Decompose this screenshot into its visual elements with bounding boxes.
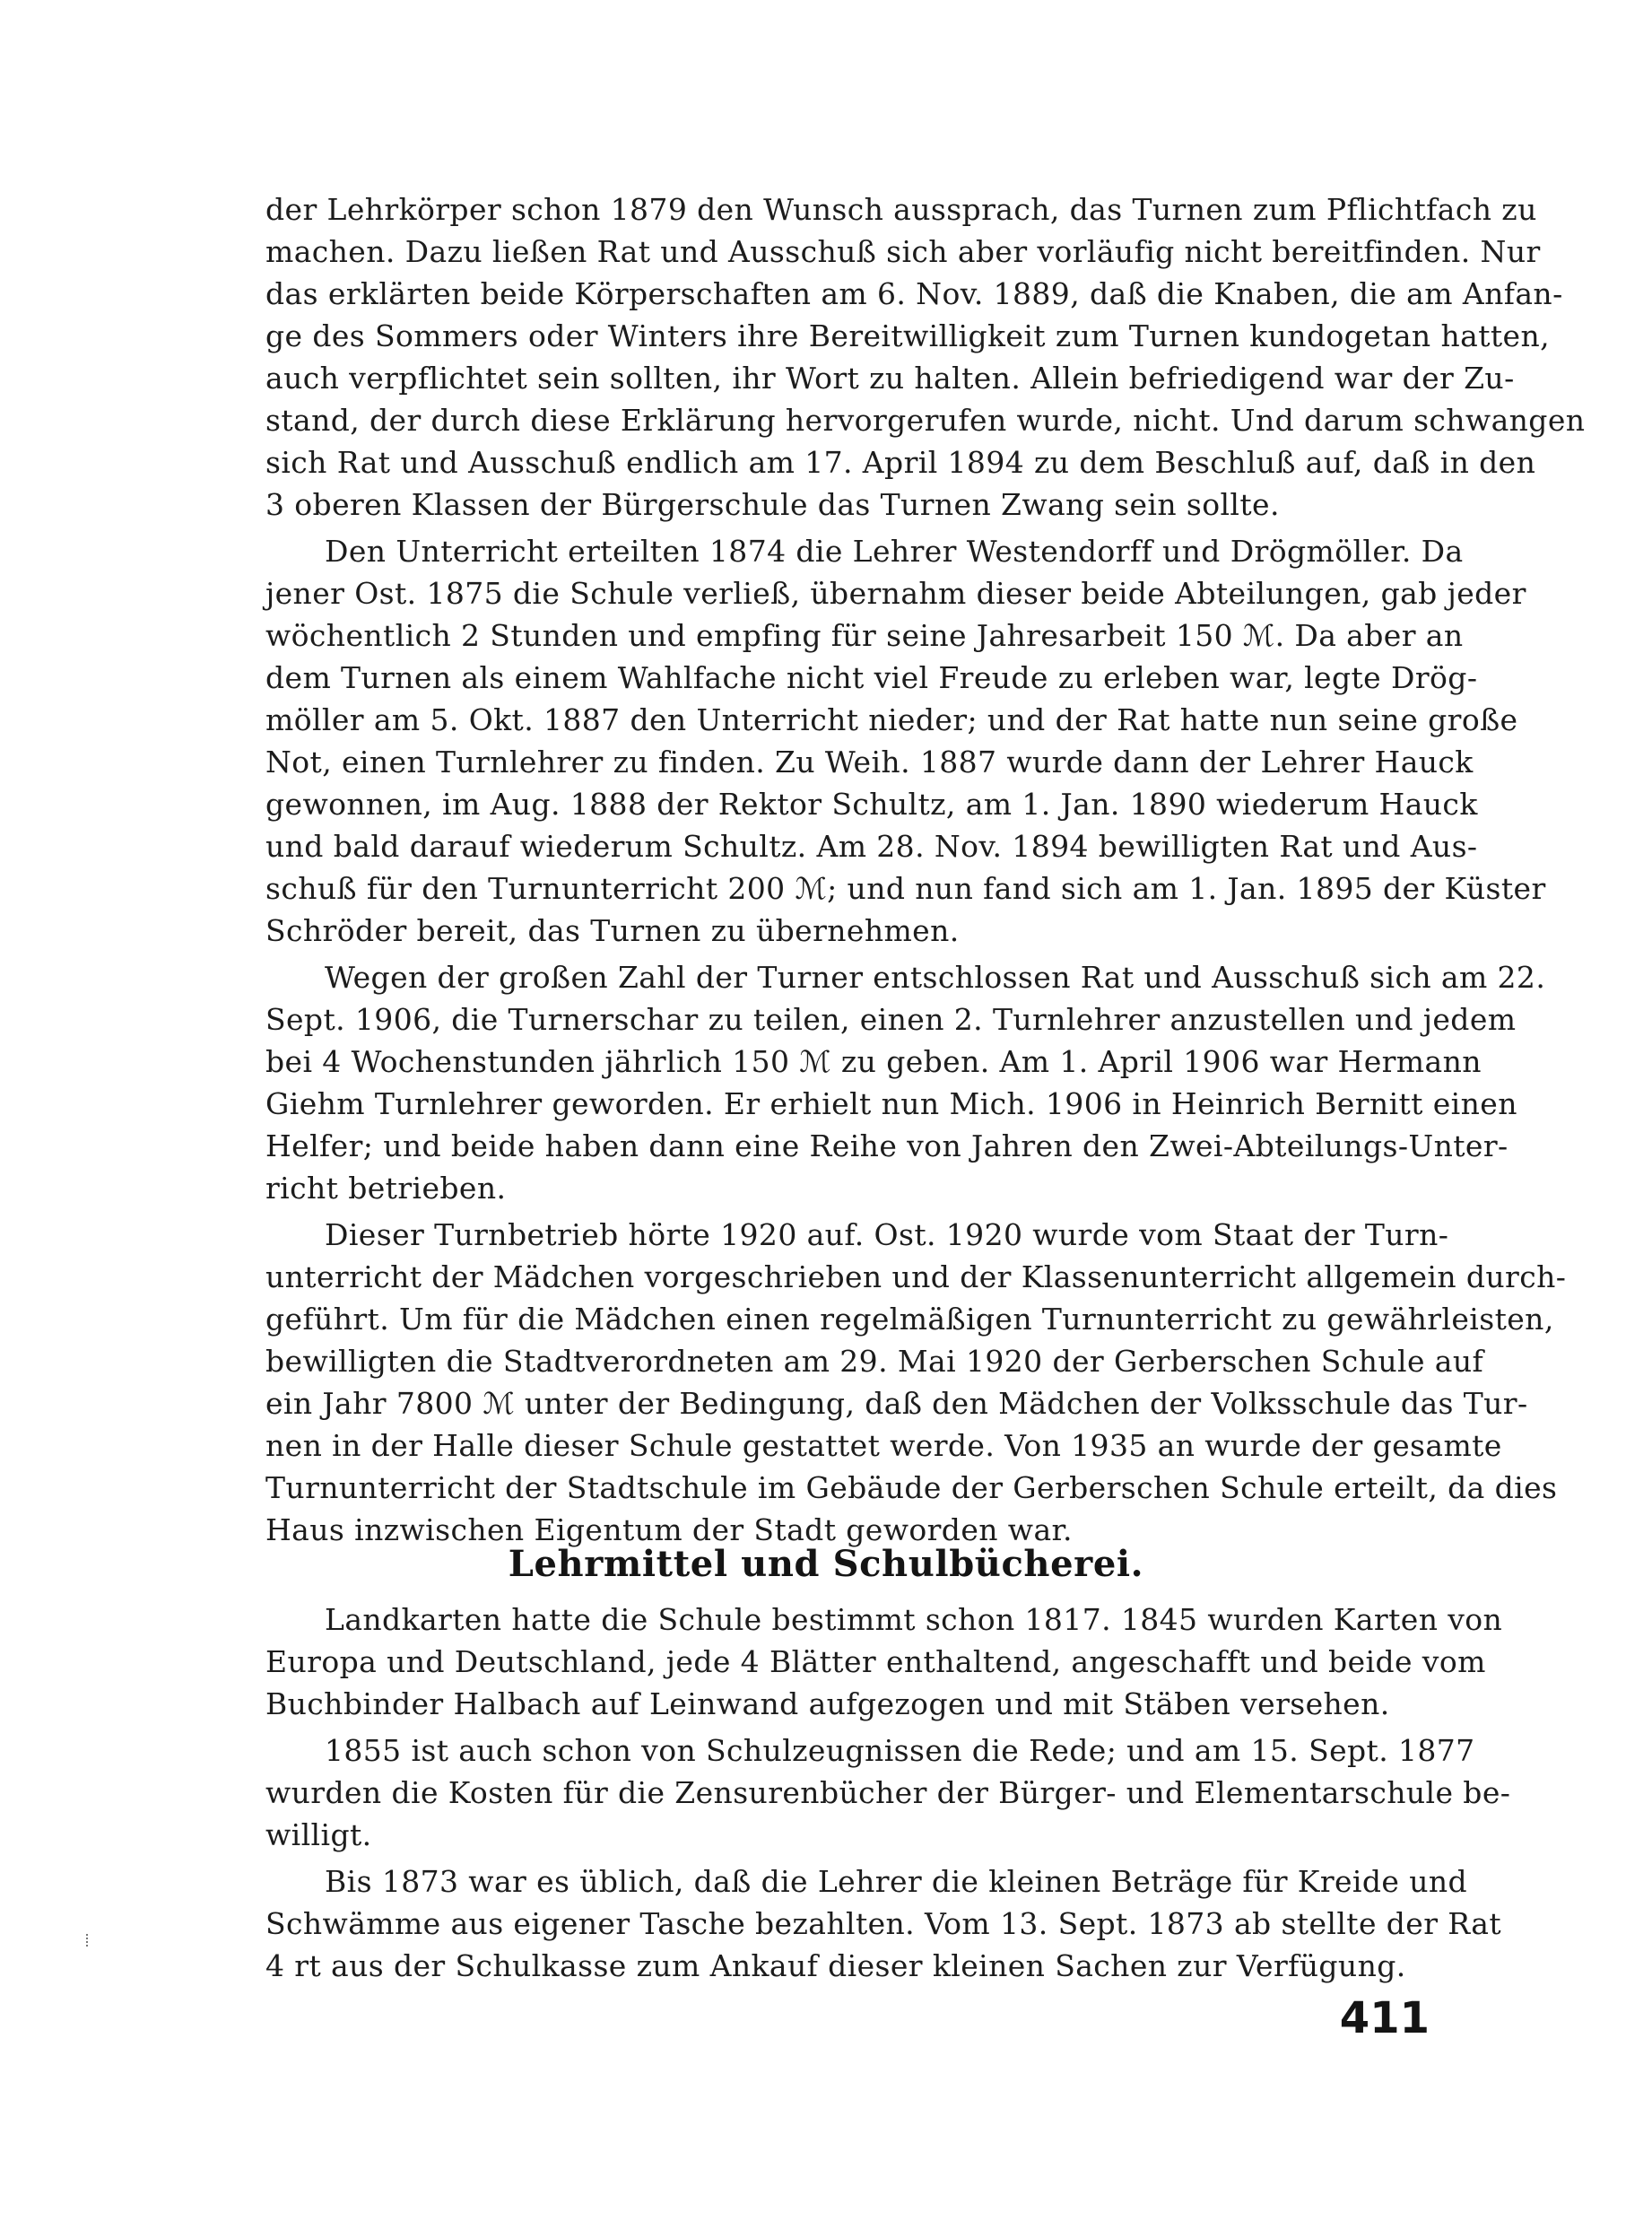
text-line: Giehm Turnlehrer geworden. Er erhielt nun Mich. 1906 in Heinrich Bernitt einen [265,1086,1517,1121]
text-line: jener Ost. 1875 die Schule verließ, übernahm dieser beide Abteilungen, gab jeder [265,576,1526,611]
section-heading: Lehrmittel und Schulbücherei. [508,1543,1144,1585]
text-line: Dieser Turnbetrieb hörte 1920 auf. Ost. 1920 wurde vom Staat der Turn- [325,1217,1449,1252]
text-line: bei 4 Wochenstunden jährlich 150 ℳ zu geben. Am 1. April 1906 war Hermann [265,1044,1482,1079]
text-line: willigt. [265,1817,372,1852]
text-line: wurden die Kosten für die Zensurenbücher der Bürger- und Elementarschule be- [265,1775,1511,1810]
paragraph [265,1729,1511,1856]
text-line: Helfer; und beide haben dann eine Reihe von Jahren den Zwei-Abteilungs-Unter- [265,1128,1509,1163]
text-line: Schröder bereit, das Turnen zu übernehmen. [265,913,960,948]
paragraph [265,1214,1567,1551]
text-line: Landkarten hatte die Schule bestimmt schon 1817. 1845 wurden Karten von [325,1602,1503,1637]
text-line: Wegen der großen Zahl der Turner entschlossen Rat und Ausschuß sich am 22. [325,960,1546,995]
page-number: 411 [1339,1993,1430,2043]
text-line: unterricht der Mädchen vorgeschrieben und der Klassenunterricht allgemein durch- [265,1259,1567,1294]
text-line: dem Turnen als einem Wahlfache nicht viel Freude zu erleben war, legte Drög- [265,660,1478,695]
paragraph [265,1598,1503,1725]
text-line: wöchentlich 2 Stunden und empfing für seine Jahresarbeit 150 ℳ. Da aber an [265,618,1464,653]
text-line: Schwämme aus eigener Tasche bezahlten. Vom 13. Sept. 1873 ab stellte der Rat [265,1906,1502,1941]
text-line: Den Unterricht erteilten 1874 die Lehrer Westendorff und Drögmöller. Da [325,534,1464,569]
scan-speck [86,1934,93,1947]
text-line: Not, einen Turnlehrer zu finden. Zu Weih. 1887 wurde dann der Lehrer Hauck [265,745,1474,780]
section-lehrmittel [265,1598,1511,1987]
text-line: richt betrieben. [265,1171,507,1206]
text-line: Turnunterricht der Stadtschule im Gebäude der Gerberschen Schule erteilt, da dies [265,1470,1558,1505]
text-line: und bald darauf wiederum Schultz. Am 28. Nov. 1894 bewilligten Rat und Aus- [265,829,1478,864]
text-line: Buchbinder Halbach auf Leinwand aufgezogen und mit Stäben versehen. [265,1686,1390,1721]
paragraph [265,956,1546,1209]
text-line: stand, der durch diese Erklärung hervorgerufen wurde, nicht. Und darum schwangen [265,403,1586,438]
text-line: geführt. Um für die Mädchen einen regelmäßigen Turnunterricht zu gewährleisten, [265,1302,1554,1337]
text-line: möller am 5. Okt. 1887 den Unterricht nieder; und der Rat hatte nun seine große [265,702,1518,737]
text-line: schuß für den Turnunterricht 200 ℳ; und nun fand sich am 1. Jan. 1895 der Küster [265,871,1546,906]
text-line: Bis 1873 war es üblich, daß die Lehrer die kleinen Beträge für Kreide und [325,1864,1468,1899]
text-line: 4 rt aus der Schulkasse zum Ankauf dieser kleinen Sachen zur Verfügung. [265,1948,1406,1983]
text-line: machen. Dazu ließen Rat und Ausschuß sich aber vorläufig nicht bereitfinden. Nur [265,234,1541,269]
paragraph [265,1860,1502,1987]
text-line: Sept. 1906, die Turnerschar zu teilen, einen 2. Turnlehrer anzustellen und jedem [265,1002,1517,1037]
text-line: ge des Sommers oder Winters ihre Bereitwilligkeit zum Turnen kundogetan hatten, [265,318,1550,353]
text-line: der Lehrkörper schon 1879 den Wunsch aussprach, das Turnen zum Pflichtfach zu [265,192,1537,227]
text-line: nen in der Halle dieser Schule gestattet werde. Von 1935 an wurde der gesamte [265,1428,1502,1463]
section-turnen [265,188,1586,1551]
text-line: das erklärten beide Körperschaften am 6. Nov. 1889, daß die Knaben, die am Anfan- [265,276,1563,311]
text-line: gewonnen, im Aug. 1888 der Rektor Schultz, am 1. Jan. 1890 wiederum Hauck [265,787,1478,822]
text-line: Haus inzwischen Eigentum der Stadt geworden war. [265,1512,1073,1547]
text-line: Europa und Deutschland, jede 4 Blätter enthaltend, angeschafft und beide vom [265,1644,1486,1679]
text-line: bewilligten die Stadtverordneten am 29. Mai 1920 der Gerberschen Schule auf [265,1344,1484,1379]
text-line: sich Rat und Ausschuß endlich am 17. April 1894 zu dem Beschluß auf, daß in den [265,445,1536,480]
text-line: 3 oberen Klassen der Bürgerschule das Turnen Zwang sein sollte. [265,487,1280,522]
text-line: 1855 ist auch schon von Schulzeugnissen die Rede; und am 15. Sept. 1877 [325,1733,1475,1768]
text-line: auch verpflichtet sein sollten, ihr Wort zu halten. Allein befriedigend war der Zu- [265,361,1515,396]
paragraph [265,530,1546,952]
paragraph [265,188,1586,526]
text-line: ein Jahr 7800 ℳ unter der Bedingung, daß den Mädchen der Volksschule das Tur- [265,1386,1528,1421]
